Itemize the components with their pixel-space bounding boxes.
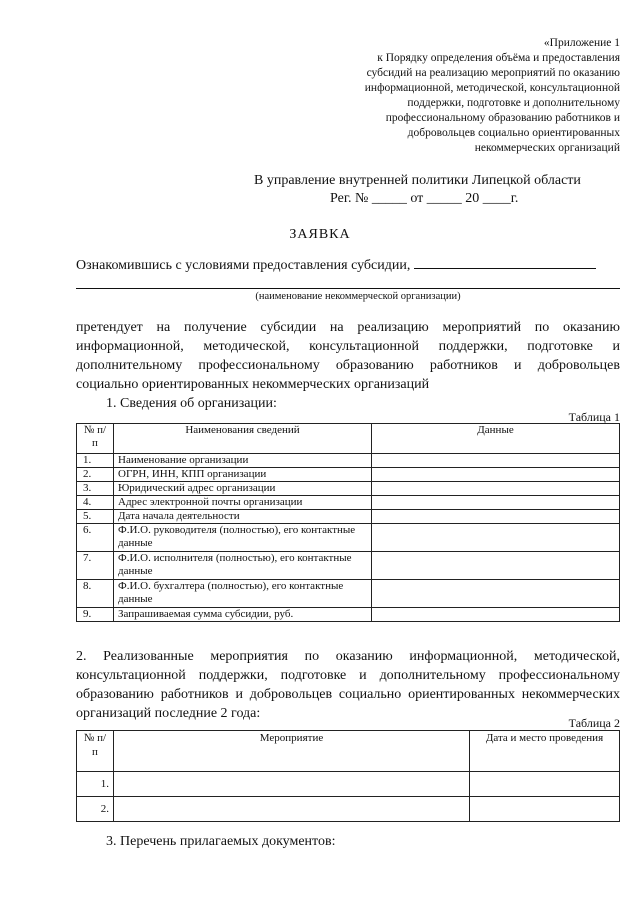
row-event[interactable] (114, 772, 470, 797)
row-value[interactable] (372, 580, 620, 608)
row-label: Дата начала деятельности (114, 510, 372, 524)
row-value[interactable] (372, 454, 620, 468)
row-value[interactable] (372, 482, 620, 496)
appendix-line: поддержки, подготовке и дополнительному (407, 97, 620, 109)
table-row (77, 524, 620, 552)
row-number: 1. (77, 454, 114, 468)
appendix-line: к Порядку определения объёма и предоставления (377, 52, 620, 64)
appendix-line: информационной, методической, консультационной (364, 82, 620, 94)
row-number: 6. (77, 524, 114, 552)
row-label: Адрес электронной почты организации (114, 496, 372, 510)
registration-line: Рег. № _____ от _____ 20 ____г. (330, 191, 519, 206)
header-date-place: Дата и место проведения (470, 731, 620, 772)
row-value[interactable] (372, 524, 620, 552)
table-row (77, 468, 620, 482)
row-number: 3. (77, 482, 114, 496)
row-number: 1. (77, 772, 114, 797)
row-number: 4. (77, 496, 114, 510)
row-label: Ф.И.О. руководителя (полностью), его контактные данные (114, 524, 372, 552)
header-info-name: Наименования сведений (114, 424, 372, 454)
row-label: Ф.И.О. бухгалтера (полностью), его контактные данные (114, 580, 372, 608)
appendix-line: некоммерческих организаций (474, 142, 620, 154)
table-2-label: Таблица 2 (568, 716, 620, 730)
row-number: 5. (77, 510, 114, 524)
document-title: ЗАЯВКА (289, 227, 351, 242)
org-name-blank (414, 256, 596, 269)
table-row (77, 772, 620, 797)
table-row (77, 482, 620, 496)
org-name-line (76, 288, 620, 289)
section-2-paragraph: 2. Реализованные мероприятия по оказанию информационной, методической, консультационной поддержки, подготовке и дополнительному профессиональному образованию работников и добровольцев социально ориентированных некоммерческих организаций последние 2 года: (76, 649, 620, 721)
table-row (77, 580, 620, 608)
row-event[interactable] (114, 797, 470, 822)
header-event: Мероприятие (114, 731, 470, 772)
table-header-row (77, 424, 620, 454)
intro-text: Ознакомившись с условиями предоставления субсидии, (76, 258, 411, 273)
appendix-line: «Приложение 1 (543, 37, 620, 49)
appendix-note (300, 36, 620, 156)
row-label: Ф.И.О. исполнителя (полностью), его контактные данные (114, 552, 372, 580)
header-number: № п/п (77, 731, 114, 772)
appendix-line: субсидий на реализацию мероприятий по оказанию (366, 67, 620, 79)
table-header-row (77, 731, 620, 772)
row-label: Запрашиваемая сумма субсидии, руб. (114, 608, 372, 622)
row-value[interactable] (372, 608, 620, 622)
row-label: ОГРН, ИНН, КПП организации (114, 468, 372, 482)
row-number: 2. (77, 468, 114, 482)
row-number: 7. (77, 552, 114, 580)
table-row (77, 552, 620, 580)
org-name-caption: (наименование некоммерческой организации) (255, 291, 461, 302)
row-label: Наименование организации (114, 454, 372, 468)
row-value[interactable] (372, 510, 620, 524)
organization-info-table (76, 423, 620, 622)
header-number: № п/п (77, 424, 114, 454)
row-date-place[interactable] (470, 797, 620, 822)
appendix-line: добровольцев социально ориентированных (407, 127, 620, 139)
row-value[interactable] (372, 552, 620, 580)
row-date-place[interactable] (470, 772, 620, 797)
table-row (77, 496, 620, 510)
row-value[interactable] (372, 496, 620, 510)
row-number: 9. (77, 608, 114, 622)
table-row (77, 797, 620, 822)
section-3-heading: 3. Перечень прилагаемых документов: (106, 834, 336, 849)
intro-line (76, 256, 596, 274)
addressee: В управление внутренней политики Липецкой области (254, 173, 581, 188)
events-table (76, 730, 620, 822)
table-1-label: Таблица 1 (568, 410, 620, 424)
row-number: 2. (77, 797, 114, 822)
row-number: 8. (77, 580, 114, 608)
table-row (77, 608, 620, 622)
appendix-line: профессиональному образованию работников и (385, 112, 620, 124)
row-value[interactable] (372, 468, 620, 482)
section-1-heading: 1. Сведения об организации: (106, 396, 277, 411)
table-row (77, 510, 620, 524)
header-data: Данные (372, 424, 620, 454)
row-label: Юридический адрес организации (114, 482, 372, 496)
claims-paragraph: претендует на получение субсидии на реализацию мероприятий по оказанию информационной, методической, консультационной поддержки, подготовке и дополнительному профессиональному образованию работников и добровольцев социально ориентированных некоммерческих организаций (76, 320, 620, 392)
table-row (77, 454, 620, 468)
